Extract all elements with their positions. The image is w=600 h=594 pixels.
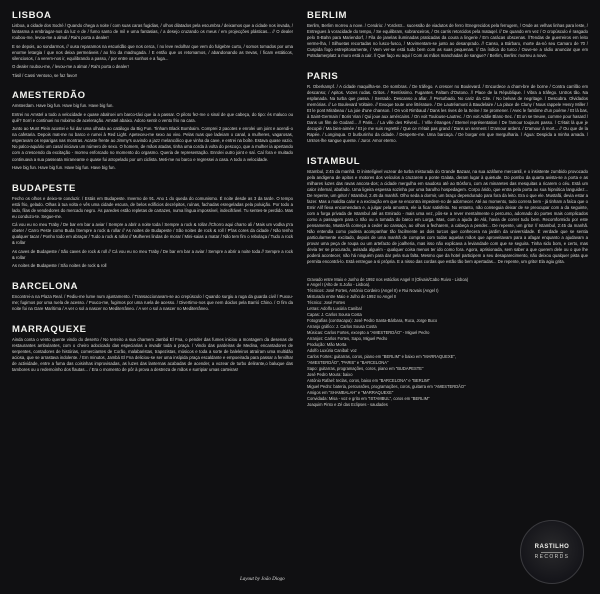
paragraph: Encontrei-a na Plaza Real. / Pediu-me lume num ajuntamento. / Transaccionavam-se ao crepúsculo / Quando surgiu a ruga da guarda civil / Puxou-me; fugimos por uma ruela de acesso. / Pouco-me, fugimos por uma ruela de acesso. / Divertimo-nos que nem doidos pela Barrió Chino. / O fim da noite foi na Gare Marítima / A ver o sol a nascer no Mediterrâneo. / A ver o sol a nascer no Mediterrâneo. xyxy=(12,293,293,311)
credit-line: Arranjo gráfico: J. Carlos Sousa Costa xyxy=(307,324,377,330)
section-title-amesterdao: AMESTERDÃO xyxy=(12,90,86,102)
section-body-istambul xyxy=(307,169,588,266)
section-berlim xyxy=(307,10,588,62)
section-istambul xyxy=(307,156,588,268)
credit-line: Letras: Adolfo Luxúria Canibal xyxy=(307,306,362,312)
section-paris xyxy=(307,71,588,147)
paragraph: Fecho os olhos e deixo-te conduzir. / Estás em Budapeste. Inverno de 91. Ano 1 do queda do comunismo. É noite desde as 3 da tarde. O tempo está frio, gelado. Olhas à tua volta e vês uma cidade escura, de belos edifícios decrépitos, ruínas, fachadas esregeladas pela poluição. Por todo a lado, filas de vendedores do mercado negro. Às paredes estão repletas de cartazes, numa língua impossível, indecifrável. Tu sentes-te perdido. Mas eu conduzo-te. Segue-me. xyxy=(12,195,293,219)
section-title-barcelona: BARCELONA xyxy=(12,280,79,292)
logo-label-bottom: RECORDS xyxy=(534,554,570,561)
paragraph: Tásil / Cassi Ventoso, se faz favor! xyxy=(12,72,78,78)
credit-line: Sapo: guitarras, programações, coros, piano em "BUDAPESTE" xyxy=(307,366,424,372)
section-marraquexe xyxy=(12,324,293,376)
section-title-paris: PARIS xyxy=(307,70,339,82)
credit-line: Amigos em "SHAMBALAH" e "MARRAQUEXE" xyxy=(307,389,394,395)
paragraph: Ainda conta o vento quente vindo do deserto / No terreiro a sua charnem Jambá El Fna, o pender das fumes iniciou a montagem da desenas de restaurantes ambulantes, com o cheiro adocicado das especiarias a invadir toda a praça. / Vindo das pardeiras de Medina, encantadores de serpentes, contadores de histórias, comerciantes de Corão, malabaristas, trapezistas, músicos e toda a sorte de baleleiros atraíram uma multidão aciosa, que se arrastava indolente. / Em minutos, Jambá El Fna deliciou-se ser uma insípida praça escaldante e empoeirada para passar a fervilhar de actividade, entre a fuma das coisinhas improvisadas, as luzes das lanternas acabadas de acender, a vozear de turbo delirante,o baluque das tambores ou o redemoinho dos flautas... / Era o momento de pôr à prova a destreza de mãos e surripiar umas carteiras! xyxy=(12,336,293,372)
credit-line: António Rafael: teclas, coros, baixo em "BARCELONA" e "BERLIM" xyxy=(307,377,430,383)
section-title-berlim: BERLIM xyxy=(307,10,348,21)
credit-line: Miguel Pedro: bateria, percussões, programações, coros, guitarra em "AMESTERDÃO" xyxy=(307,383,466,389)
section-body-budapeste xyxy=(12,196,293,270)
credit-line: Joaquim Pinto e Zé das Eclipses - saudades xyxy=(307,401,388,407)
paragraph: O dealer roubou-me, / levou-me a alma! / Rai's porta o dealer! xyxy=(12,64,129,70)
credit-line: Músicas: Carlos Fortes, excepto a "AMESTERDÃO" - Miguel Pedro xyxy=(307,330,430,336)
right-column xyxy=(307,10,588,530)
text-columns xyxy=(12,10,588,530)
credit-line: Capas: J. Carlos Sousa Costa xyxy=(307,312,362,318)
section-title-budapeste: BUDAPESTE xyxy=(12,182,76,194)
paragraph: Cá vou eu no meu Traby / De bar em bar a aviar / Sempre a abrir a noite toda / Sempre a rock & rollar //Chorro aqui charro ali / Mais um vodka p'ra obeter / Carro Peste como Buda /Sempre a rock & rollar // As noites de Budapeste / São noites de rock & roll / P'las cores da cidade / Não tenho qualquer tacar / Ponho todo em abraçar / Tudo a rock & rollar // Mulheres lindas de morar / Mini-saias a matar / Não tem fim o rebolaça / Tudo a rock & rollar xyxy=(12,222,293,246)
layout-credit: Layout by João Diogo xyxy=(240,577,285,582)
credit-line: Gravado entre Maio e Junho de 1992 nos estúdios Angel II (Olivais/Cabo Ruivo - Lisboa) xyxy=(307,276,469,282)
credit-line: Misturado entre Maio e Julho de 1992 no Angel II xyxy=(307,294,397,300)
credits-block xyxy=(307,277,588,408)
section-body-paris xyxy=(307,84,588,144)
left-column-spacer xyxy=(12,384,293,530)
section-budapeste xyxy=(12,183,293,272)
credit-line: Carlos Fortes: guitarras, coros, piano em "BERLIM" e baixo em "MARRAQUEXE", xyxy=(307,354,456,360)
logo-label-top: RASTILHO xyxy=(534,543,570,550)
credit-line: Técnicos: José Fortes, António Cordeiro (Angel II) e Rui Novais (Angel I) xyxy=(307,288,439,294)
credit-line: Fotografias (contracapa): José Pedro Santa-Bárbara, Ruca, Jorge Buco xyxy=(307,318,438,324)
credit-line: e Angel I (Alto de S.João - Lisboa). xyxy=(307,282,371,288)
paragraph: As noites de Budapeste / São noites de rock & roll xyxy=(12,263,107,269)
credit-line: Arranjos: Carlos Fortes, Sapo, Miguel Pedro xyxy=(307,336,388,342)
left-column xyxy=(12,10,293,530)
right-column-spacer xyxy=(307,408,588,530)
logo-divider xyxy=(541,552,563,553)
section-body-barcelona xyxy=(12,294,293,312)
paragraph: Lisboa, a cidade dos Sodré / Quando chega a noite / com suas caras fugidias, / olhos dilatados pela escumbra / deixamos que a cidade nos invada, / fantasma a embriagar-nos da luz e de / fumo santo de mil e uma fantasias, / a desejo cruzando os meus / em projecções plásticas... // O dealer roubou-me, levou-me a almal / Rai's porta a dealer! xyxy=(12,23,293,41)
paragraph: Istambul, 2:45 da manhã. O inintelígivel vozear de turba misturada do Grande Bazaar, na sua azáfame mercantil, e o insistente zumbido provocado pela andigena de apitos e motores dos veículos a cruzarem a ponte Galata, deram lugar à quietude. Do pombo da quarta avista-se a porta e as milhares luzes das ravas ancora-dos; a cidade mergulha em saudoso até ao Bósforo, com as minaretes das mesquitas a ricarem o céu. Está um calor infernal, abafado. Uma ligeira espessa sozinha por uma barulho hospedagem. Corpo árido, que entra pela porta ao sua hipnótica languidez... De repente, um grito! / Istambul, 2.45 da manhã. Olho seda a dormir, um braço dependurado para fora da leito. Era o que ele. Mustafá, devia estar a fazer. Mas a maldita calor e a excitação em que se encontra impedem-no de adormecer. Até ao momento, tudo correra bem - já tinham a faíca que o Emir Alif fiexa encomendara e, a julgar pela amostra, ele ia ficar satisfeito. No entanto, não conseguia deixar de se preocupar com a da seguinte, com a forga privada de Istambul até as Emirado - mais uma vez, pôs-se a rever mentalmente o percurso, adornado do portes mais complicados como a passagem para o Irão ou a tomada do barco em Lorga. Mas, com a ajuda de Alá, havia de correr tudo bem. Recomformido por este pensamento, Musta-fá começa a ceder ao cansaço, ao olhos a fecharem, a cabeça a pender... De repente, um grito! // Istambul, 2:45 da manhã. Não entendia como pudera acompanhar tão facilmente as dois turcos que conhecera na jardim da universidade. É verdade que se sentia particularmente excitado, depois de uma manhã de compras com todas aquelas mãos que aproveitavam para a afagar enquanto a ajudavam a provar uma peça de roupa ou um artefacto de joalheria, mas isso não explicava a leviandade com que se seguira. Tinha sido bom, e certo, mas devia ter se procurado, avisada alguém - qualquer coisa menos ter ido como fora. Agora, aprisionada, sem saber a que querem dele ou o que lhe poderá acontecer, não há ninguém para dar pela sua falta. Mesmo que da hotel participem a seu desaparecimento, não deixou qualquer pista que permita encontrá-lo. Está entregue a si própria. E a nisso das cordas que estão tão bem apertadas... De repente, um grito! Ela agiu grita. xyxy=(307,168,588,264)
paragraph: Amsterdam. Have big fun. Have big fun. Have big fun. xyxy=(12,103,114,109)
section-body-amesterdao xyxy=(12,103,293,171)
section-title-marraquexe: MARRAQUEXE xyxy=(12,323,87,335)
section-title-lisboa: LISBOA xyxy=(12,10,52,21)
paragraph: Entrei no Amstel a todo a velocidade e quase abalroei um barco-táxi que ia a passar. O piloto fez-me o sinal de que cabeça, do tipo: és maluco ou quê? Sorri e continuei no máximo de aceleração. Amstel abaixo. Adoro sentir o vento frio na cara. xyxy=(12,111,293,123)
credit-line: José Pedro Moura: baixo xyxy=(307,372,353,377)
section-title-istambul: ISTAMBUL xyxy=(307,155,361,167)
section-lisboa xyxy=(12,10,293,81)
credit-line: Adolfo Luxúria Canibal: voz xyxy=(307,348,357,354)
section-barcelona xyxy=(12,281,293,315)
credit-line: Convidada: Misa - voz e grito em "ISTAMBUL", coros em "BERLIM" xyxy=(307,395,430,401)
paragraph: Have big fun. Have big fun. Have big fun. Have big fun. xyxy=(12,165,116,171)
rastilho-records-logo xyxy=(520,520,584,584)
logo-inner xyxy=(535,544,570,561)
section-body-marraquexe xyxy=(12,337,293,373)
credit-line: Técnico: José Fortes xyxy=(307,300,345,306)
paragraph: As caves de Budapeste / São caves de rock & roll // Cá vou eu no meu Traby / De bar em bar a aviar / Sempre a abrir a noite toda // Sempre a rock & rollar xyxy=(12,248,293,260)
credit-line: Produção: Mão Morta xyxy=(307,342,347,348)
paragraph: E se depois, ao sondarmos, // ousa reparamos na escuridão que nos cerca, / no leve redolhar que vem do fulgebre curto, / somos tomados por uma enorme letargia / que nos deixa permeáveis / ao frio da madrugada. / E então que os retomamos, / abandonando as trevas, / ficam estáticos, silenciosos, / a verem-nos ir, equilibrando a passo, / por entre os sonhos e a fuga... xyxy=(12,43,293,61)
section-body-lisboa xyxy=(12,23,293,79)
credit-line: "AMESTERDÃO", "PARIS" e "BARCELONA" xyxy=(307,360,389,366)
paragraph: Berlim, Berlim morreu a nove. / Cenário: / Yorckstr... sucessão de viadutos de ferro /Enegrecidos pela ferrugem, / Onde as velhas linhas para leste, / Entregues à voracidade do tempo, / Se equilibram, sobranceiros, / Os carris retorcidos pela mataqel. // De quando em vez / O cropúsculo é rasgado pelo S-Bahn para Mariendorf, / Fila de janelas iluminadas praticadas da coura a lingerie / Em carácas obscenas. //Tendas de guerreiros em leito verme-lha, / Silhuetas recortadas no lusco-fusco, / Movimentam-se junto ao desanprado. // Canso, a Bárbaro, morte da-nó seu Camaro de 70 / Cuspida fogo estrepitosamente, / Vem ver-se está tudo bem com as suas pequenas. // Da índica do turco / Ouve-se a rádio anunciar que em Potsdamerplatz a muro está a cair. // Que faço eu aqui / Com as mãos manchadas de sangue? / Berlim, Berlim: morreu a nove. xyxy=(307,23,588,59)
paragraph: R. Oberkampf. / A cidade maquilha-se. De sombras. / De tráfego. A crescer no Boulevard. / Encurdece a cham-bre de borne / Contra carrilão em descanso; / Apitos. Vozes rodas. Gritos. / Rentíssimo. Fugantes. Faltam d'Outono. // Place de la République. / Vibra a tráfego. Untros tão. Na esplanada. Na turba que passa. / Sentado. Descanso a afiar. // Perturbado. No cariz da Cite. / No belvas de negritage. / Descubra. Olvidados memórias. // Le Boulevard Voltaire. // Evoque toute une littérature. / De Lautréamont à Baudelaire / La place de Cluny / Nous rappele Henry Miller / Et le pont Mirabeau / La joie d'une chanson. / On voit Rimbaud / Dans les rives de la Seine / Se promener. / Avec le fantôme d'un poème / Et là bas, à Saint-Germain / Boris Vian / Qui joue aux amércains. / On voit Toulouse-Lautrec. / On voit Addie Blanc-Sec. / Et on se treuve, comme pour hasard / Dans un film de Godard... // Paris... / La ville des Rêvesl... / Ville étranges / Eternel représentation / De l'amour toujours passo. / C'était là que je decopié / Ma bien-aimée / Et je me suis regretté / Que ce n'était pas grand / Dans un serment / D'amour ardent. / D'amour à mort... // Ou que de la Rapée. / Longinqua. O burburinho da cidade. / Desperte-me. Uma barcaça. / De borgar em que mergulharia. / Água: Despida a minha amada. / Untros-lhe sangue quente. / Juror. Amor eterno. xyxy=(307,83,588,143)
paragraph: Junto ao Munt Plein acostei e fui dar uma olhada ao catálogo da Big Fun. Tinham Black Bombaim. Comprei 2 pacotes e enrolei um joint e acendi-o na cafetaria. Depois mat-me no barco e rumei à Red Light. Apeteceu-me sexo ao vivo. Pelas ruas que ladeiam o canal, a mulheres, vagarosas, esperavam os reparigas nas montras. Acaste frente ao Jimmy's ouvindo a jazz melancólico que vinha da cave, e entrei na boîte. Estava quase vazio. No palco-aquário um casal iniciava um número de sexo. O homem, de mãos atadas, tinha uma corda à volta do pescoço, que a mulher ia apertando com a crescendo da excitação - morreu enforcado no momento do orgasmo. Queria de representação. Enrolei outro joint e saí. Caí fora e muitado continuava a sua passeata miraneante e quase fui atropelado por um ciclista. Meti-me no barco e regressei a casa. A todo a velocidade. xyxy=(12,126,293,162)
section-body-berlim xyxy=(307,23,588,59)
section-amesterdao xyxy=(12,90,293,173)
